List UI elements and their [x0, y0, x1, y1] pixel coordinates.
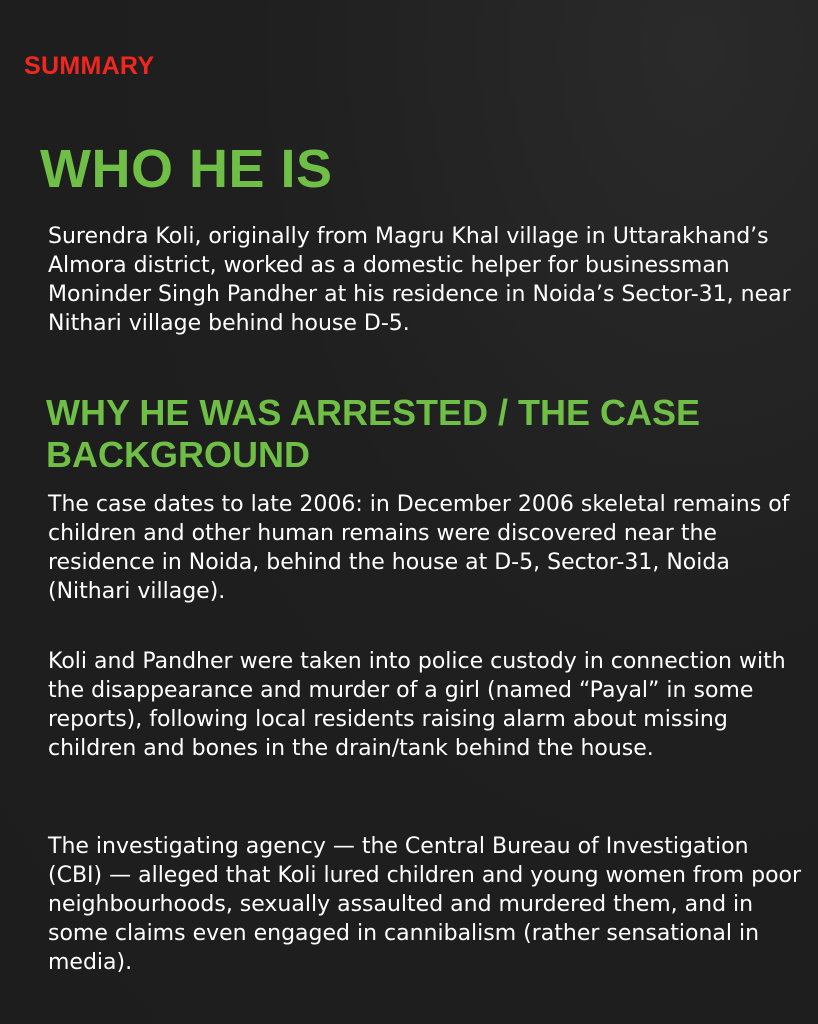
who-he-is-paragraph: Surendra Koli, originally from Magru Khal village in Uttarakhand’s Almora district, worked as a domestic helper for businessman Moninder Singh Pandher at his residence in Noida’s Sector-31, near Nithari village behind house D-5. [48, 224, 791, 336]
case-paragraph-cbi-allegations: The investigating agency — the Central Bureau of Investigation (CBI) — alleged that Koli lured children and young women from poor neighbourhoods, sexually assaulted and murdered them, and in some claims even engaged in cannibalism (rather sensational in media). [48, 834, 802, 975]
case-paragraph-custody: Koli and Pandher were taken into police custody in connection with the disappearance and murder of a girl (named “Payal” in some reports), following local residents raising alarm about missing children and bones in the drain/tank behind the house. [48, 649, 786, 761]
case-background-heading: WHY HE WAS ARRESTED / THE CASE BACKGROUND [46, 392, 701, 475]
case-paragraph-discovery: The case dates to late 2006: in December 2006 skeletal remains of children and other human remains were discovered near the residence in Noida, behind the house at D-5, Sector-31, Noida (Nithari village). [48, 492, 790, 604]
summary-label: SUMMARY [24, 52, 155, 80]
who-he-is-heading: WHO HE IS [40, 139, 333, 199]
